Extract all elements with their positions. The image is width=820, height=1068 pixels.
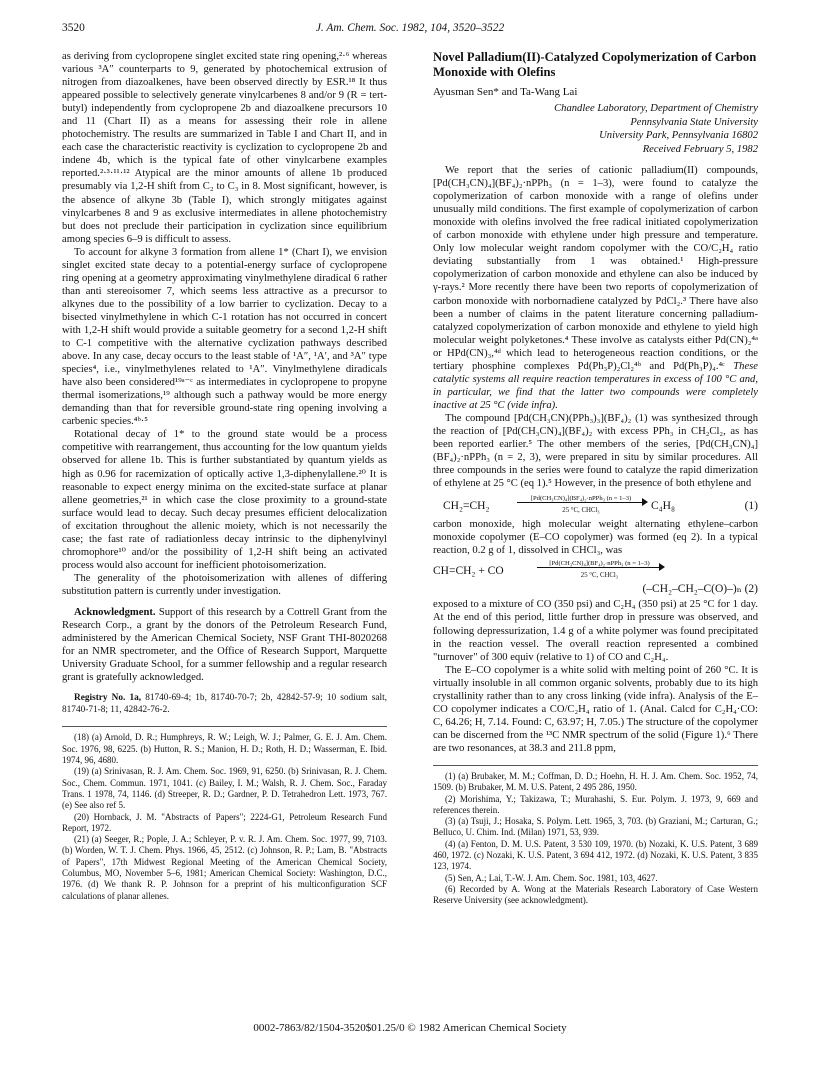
paragraph: To account for alkyne 3 formation from allene 1* (Chart I), we envision singlet excited state decay to a potential-energy surface of cyclopropene ring opening at a geometry approximating vinylmethylene diradical 6 rather than anti stereoisomer 7, which seems less attractive as a precursor to alkynes due to the possibility of a low barrier to cyclization. Decay to a bisected vinylmethylene in which C-1 rotation has not occurred in concert with 1,2-H shift would provide a suitable geometry for a second 1,2-H shift to C-1 competitive with the alternative cyclization pathways described above. In any case, decay occurs to the least stable of ¹A″, ¹A′, and ³A″ type species⁴, i.e., vinylmethylenes related to ¹A″. Vinylmethylene diradicals have also been considered¹⁹ᵃ⁻ᶜ as intermediates in cyclopropene to propyne thermal isomerizations,¹⁹ although such a pathway would be more energy demanding than that for reversible ground-state ring opening involving a carbenic species.⁴ᵇ·⁵: [62, 246, 387, 428]
reference: (6) Recorded by A. Wong at the Materials Research Laboratory of Case Western Reserve University (see acknowledgment).: [433, 883, 758, 906]
eq1-reactant: CH₂=CH₂: [443, 500, 490, 513]
paragraph: The compound [Pd(CH₃CN)(PPh₃)₃](BF₄)₂ (1) was synthesized through the reaction of [Pd(CH₃CN)₄](BF₄)₂ with excess PPh₃ in CH₂Cl₂, as has been reported earlier.⁵ The other members of the series, [Pd(CH₃CN)₄](BF₄)₂·nPPh₃ (n = 2, 3), were prepared in situ by similar procedures. All three compounds in the series were found to catalyze the rapid dimerization of ethylene at 25 °C (eq 1).⁵ However, in the presence of both ethylene and: [433, 412, 758, 490]
reference: (21) (a) Seeger, R.; Pople, J. A.; Schleyer, P. v. R. J. Am. Chem. Soc. 1977, 99, 7103. (b) Worden, W. T. J. Chem. Phys. 1966, 45, 2512. (c) Johnson, R. P.; Lam, B. "Abstracts of Papers", 17th Midwest Regional Meeting of the American Chemical Society, Columbus, MO, November 5–6, 1981; American Chemical Society: Washington, D.C., 1976. (d) We thank R. P. Johnson for a preprint of his multiconfiguration SCF calculations of planar allenes.: [62, 834, 387, 901]
reference: (5) Sen, A.; Lai, T.-W. J. Am. Chem. Soc. 1981, 103, 4627.: [445, 872, 658, 883]
affiliation-line: Chandlee Laboratory, Department of Chemistry: [554, 103, 758, 115]
received-date: Received February 5, 1982: [642, 143, 758, 155]
paragraph-italic: These catalytic systems all require reaction temperatures in excess of 100 °C and, in particular, we find that the latter two compounds were completely inactive at 25 °C (vide infra).: [433, 360, 758, 411]
paragraph: The E–CO copolymer is a white solid with melting point of 260 °C. It is virtually insoluble in all common organic solvents, probably due to its high crystallinity rather than to any cross linking (vide infra). Analysis of the E–CO copolymer indicates a CO/C₂H₄ ratio of 1. (Anal. Calcd for C₂H₄·CO: C, 64.26; H, 7.14. Found: C, 63.97; H, 7.05.) The structure of the copolymer can be discerned from the ¹³C NMR spectrum of the solid (Figure 1).⁶ There are two resonances, at 38.3 and 211.8 ppm,: [433, 664, 758, 754]
eq2-catalyst: [Pd(CH₃CN)₄](BF₄)₂·nPPh₃ (n = 1–3): [549, 560, 650, 568]
eq2-product: (–CH₂–CH₂–C(O)–)ₙ: [642, 583, 742, 596]
left-column: [62, 50, 387, 902]
journal-citation: J. Am. Chem. Soc. 1982, 104, 3520–3522: [315, 22, 505, 34]
eq1-product: C₄H₈: [651, 500, 675, 513]
page-header: [62, 22, 758, 38]
equation-1: [433, 494, 758, 516]
registry-label: Registry No. 1a,: [74, 693, 142, 704]
left-references: [62, 732, 387, 901]
acknowledgment-label: Acknowledgment.: [74, 606, 156, 618]
paragraph: as deriving from cyclopropene singlet excited state ring opening,²·⁶ whereas various ³A″ counterparts to 9, generated by photochemical extrusion of nitrogen from diazoalkenes, have been observed directly by ESR.¹⁸ It thus appeared possible to selectively generate vinylcarbenes 8 and/or 9 (R = tert-butyl) independently from cyclopropene 2b and diazoalkene precursors 10 and 11 (Chart II) as a means for assessing their role in allene photochemistry. The results are summarized in Table I and Chart II, and in each case the characteristic reactivity is cyclization to cyclopropene 2b and indene 4b, which is the typical fate of other vinylcarbene examples reported.²·³·¹¹·¹² Atypical are the minor amounts of allene 1b produced presumably via 1,2-H shift from C₂ to C₃ in 8. Most significant, however, is the absence of alkyne 3b (Table I), which strongly mitigates against vinylcarbenes 8 and 9 as exclusive intermediates in allene photochemistry but does not preclude their participation in cyclization since equilibrium among species 6–9 is difficult to assess.: [62, 51, 387, 245]
eq2-number: (2): [744, 583, 758, 596]
affiliation: [433, 102, 758, 156]
registry-text: 81740-69-4; 1b, 81740-70-7; 2b, 42842-57-9; 10 sodium salt, 81740-71-8; 11, 42842-76-2.: [62, 693, 387, 715]
paragraph: The generality of the photoisomerization with allenes of differing substitution pattern is currently under investigation.: [62, 572, 387, 597]
registry-numbers: [62, 693, 387, 716]
page-number: 3520: [62, 22, 85, 34]
reference: (3) (a) Tsuji, J.; Hosaka, S. Polym. Lett. 1965, 3, 703. (b) Graziani, M.; Carturan, G.; Belluco, U. Chim. Ind. (Milan) 1971, 53, 939.: [433, 816, 758, 838]
reference: (19) (a) Srinivasan, R. J. Am. Chem. Soc. 1969, 91, 6250. (b) Srinivasan, R. J. Chem. Soc., Chem. Commun. 1971, 1041. (c) Bailey, I. M.; Walsh, R. J. Chem. Soc., Faraday Trans. 1 1978, 74, 1146. (d) Streeper, R. D.; Gardner, P. D. Tetrahedron Lett. 1973, 767. (e) See also ref 5.: [62, 766, 387, 811]
reference: (2) Morishima, Y.; Takizawa, T.; Murahashi, S. Eur. Polym. J. 1973, 9, 669 and references therein.: [433, 793, 758, 815]
paragraph: exposed to a mixture of CO (350 psi) and C₂H₄ (350 psi) at 25 °C for 1 day. At the end of this period, little further drop in pressure was observed, and following depressurization, 1.4 g of a white polymer was found precipitated in the reaction vessel. The overall reaction represented a combined "turnover" of 300 equiv (relative to 1) of CO and C₂H₄.: [433, 599, 758, 663]
acknowledgment-text: Support of this research by a Cottrell Grant from the Research Corp., a grant by the donors of the Petroleum Research Fund, administered by the American Chemical Society, NSF Grant THI-8020268 for an NMR spectrometer, and the Office of Research Support, Marquette University Graduate School, for a summer fellowship and a regular research grant is gratefully acknowledged.: [62, 606, 387, 684]
right-references: [433, 771, 758, 907]
eq2-reactants: CH=CH₂ + CO: [433, 565, 504, 578]
page-footer: 0002-7863/82/1504-3520$01.25/0 © 1982 American Chemical Society: [253, 1022, 567, 1034]
reaction-arrow: [517, 502, 645, 503]
reference: (18) (a) Arnold, D. R.; Humphreys, R. W.; Leigh, W. J.; Palmer, G. E. J. Am. Chem. Soc. 1976, 98, 6225. (b) Hutton, R. S.; Manion, H. D.; Roth, H. D.; Wasserman, E. Ibid. 1974, 96, 4680.: [62, 732, 387, 766]
eq2-product-line: [433, 583, 758, 596]
paragraph: [433, 164, 758, 412]
equation-2: [433, 559, 758, 583]
acknowledgment: [62, 606, 387, 684]
eq1-conditions: 25 °C, CHCl₃: [562, 507, 600, 515]
footnote-divider: [62, 726, 387, 727]
reference: (20) Hornback, J. M. "Abstracts of Papers"; 2224-G1, Petroleum Research Fund Report, 1972.: [62, 811, 387, 833]
affiliation-line: University Park, Pennsylvania 16802: [599, 130, 758, 142]
reaction-arrow: [537, 567, 662, 568]
eq2-conditions: 25 °C, CHCl₃: [580, 572, 619, 580]
affiliation-line: Pennsylvania State University: [630, 116, 758, 128]
footnote-divider: [433, 765, 758, 766]
paragraph: Rotational decay of 1* to the ground state would be a process competitive with rearrangement, thus accounting for the low quantum yields observed for allene 1b. This is further substantiated by quantum yields as high as 0.96 for racemization of optically active 1,3-diphenylallene.²⁰ It is reasonable to expect energy minima on the excited-state surface at planar allene geometries,²¹ in which case the close proximity to a ground-state surface would lead to decay. Such decay presumes efficient delocalization of excitation throughout the allenic moiety, which is not necessarily the case; the fast rate of radiationless decay intrinsic to the diphenylvinyl chromophore¹⁰ and/or the possibility of 1,2-H shift being an activated process would also account for inefficient photoisomerization.: [62, 429, 387, 571]
eq1-catalyst: [Pd(CH₃CN)₄](BF₄)₂·nPPh₃ (n = 1–3): [530, 495, 632, 503]
article-authors: Ayusman Sen* and Ta-Wang Lai: [433, 86, 578, 98]
article-title: Novel Palladium(II)-Catalyzed Copolymerization of Carbon Monoxide with Olefins: [433, 50, 757, 79]
paragraph-text: We report that the series of cationic palladium(II) compounds, [Pd(CH₃CN)₄](BF₄)₂·nPPh₃ (n = 1–3), were found to catalyze the copolymerization of carbon monoxide with a range of olefins under unusually mild conditions. The first example of copolymerization of carbon monoxide with olefins involved the free radical initiated copolymerization of carbon monoxide with ethylene under high pressure and temperature. Only low molecular weight random copolymer with the CO/C₂H₄ ratio deviating substantially from 1 was obtained.¹ High-pressure copolymerization of carbon monoxide and ethylene can also be induced by γ-rays.² More recently there have been two reports of copolymerization of carbon monoxide with norbornadiene catalyzed by PdCl₂.³ There have also been a number of claims in the patent literature concerning palladium-catalyzed copolymerization of carbon monoxide and ethylene to yield high molecular weight polyketones.⁴ These involve as catalysts either Pd(CN)₂⁴ᵃ or HPd(CN)₃,⁴ᵈ which lead to heterogeneous reaction conditions, or the tertiary phosphine complexes Pd(Ph₃P)₂Cl₂⁴ᵇ and Pd(Ph₃P)₄.⁴ᶜ: [433, 165, 758, 372]
eq1-number: (1): [744, 500, 758, 513]
reference: (4) (a) Fenton, D. M. U.S. Patent, 3 530 109, 1970. (b) Nozaki, K. U.S. Patent, 3 689 460, 1972. (c) Nozaki, K. U.S. Patent, 3 694 412, 1972. (d) Nozaki, K. U.S. Patent, 3 835 123, 1974.: [433, 838, 758, 872]
reference: (1) (a) Brubaker, M. M.; Coffman, D. D.; Hoehn, H. H. J. Am. Chem. Soc. 1952, 74, 1509. (b) Brubaker, M. M. U.S. Patent, 2 495 286, 1950.: [433, 770, 758, 793]
right-column: [433, 50, 758, 907]
paragraph: carbon monoxide, high molecular weight alternating ethylene–carbon monoxide copolymer (E–CO copolymer) was formed (eq 2). In a typical reaction, 0.2 g of 1, dissolved in CHCl₃, was: [433, 519, 758, 557]
